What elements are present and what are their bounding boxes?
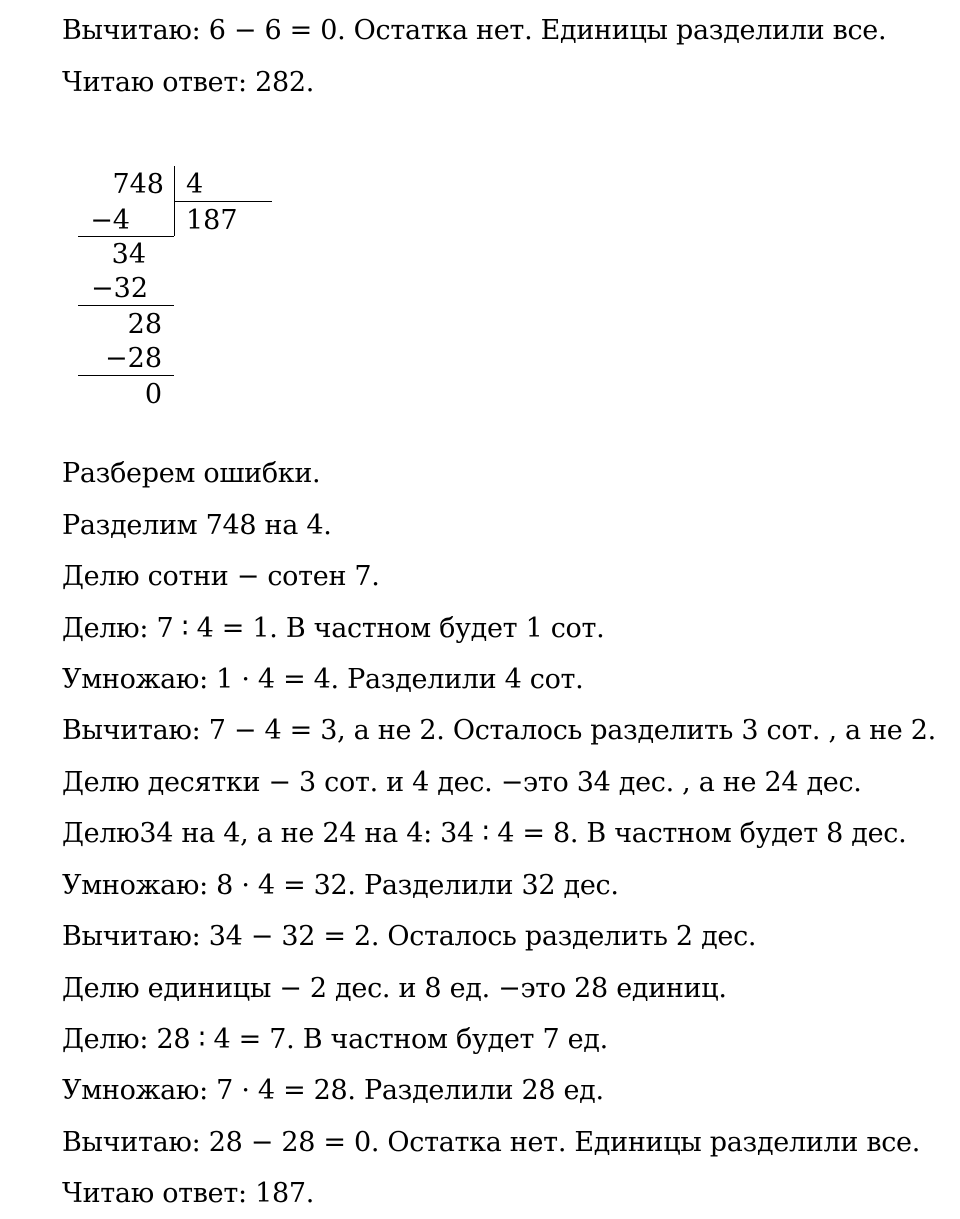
text-line: Вычитаю: 34 − 32 = 2. Осталось разделить 2 дес. xyxy=(62,921,757,952)
step-underline xyxy=(78,375,174,376)
text-line: Разделим 748 на 4. xyxy=(62,510,332,541)
text-line: Делю: 7 ∶ 4 = 1. В частном будет 1 сот. xyxy=(62,613,605,644)
text-line: Вычитаю: 28 − 28 = 0. Остатка нет. Единицы разделили все. xyxy=(62,1127,921,1158)
text-line: Делю сотни − сотен 7. xyxy=(62,561,380,592)
division-step: −4 xyxy=(90,205,130,236)
text-line: Умножаю: 8 · 4 = 32. Разделили 32 дес. xyxy=(62,870,619,901)
division-remainder: 0 xyxy=(144,379,162,410)
dividend: 748 xyxy=(112,169,164,200)
divisor-underline xyxy=(174,201,272,202)
step-underline xyxy=(78,305,174,306)
division-step: 28 xyxy=(127,309,162,340)
text-line: Читаю ответ: 282. xyxy=(62,67,314,98)
text-line: Читаю ответ: 187. xyxy=(62,1178,314,1209)
division-step: −28 xyxy=(105,343,162,374)
text-line: Делю десятки − 3 сот. и 4 дес. −это 34 дес. , а не 24 дес. xyxy=(62,767,862,798)
text-line: Делю34 на 4, а не 24 на 4: 34 ∶ 4 = 8. В частном будет 8 дес. xyxy=(62,818,907,849)
text-line: Умножаю: 7 · 4 = 28. Разделили 28 ед. xyxy=(62,1075,604,1106)
text-line: Умножаю: 1 · 4 = 4. Разделили 4 сот. xyxy=(62,664,584,695)
step-underline xyxy=(78,236,174,237)
division-step: −32 xyxy=(91,273,148,304)
text-line: Разберем ошибки. xyxy=(62,458,321,489)
text-line: Делю: 28 ∶ 4 = 7. В частном будет 7 ед. xyxy=(62,1024,608,1055)
text-line: Вычитаю: 7 − 4 = 3, а не 2. Осталось разделить 3 сот. , а не 2. xyxy=(62,715,936,746)
text-line: Вычитаю: 6 − 6 = 0. Остатка нет. Единицы разделили все. xyxy=(62,15,887,46)
quotient: 187 xyxy=(186,205,238,236)
text-line: Делю единицы − 2 дес. и 8 ед. −это 28 единиц. xyxy=(62,973,727,1004)
divisor: 4 xyxy=(186,169,204,200)
division-step: 34 xyxy=(111,239,146,270)
